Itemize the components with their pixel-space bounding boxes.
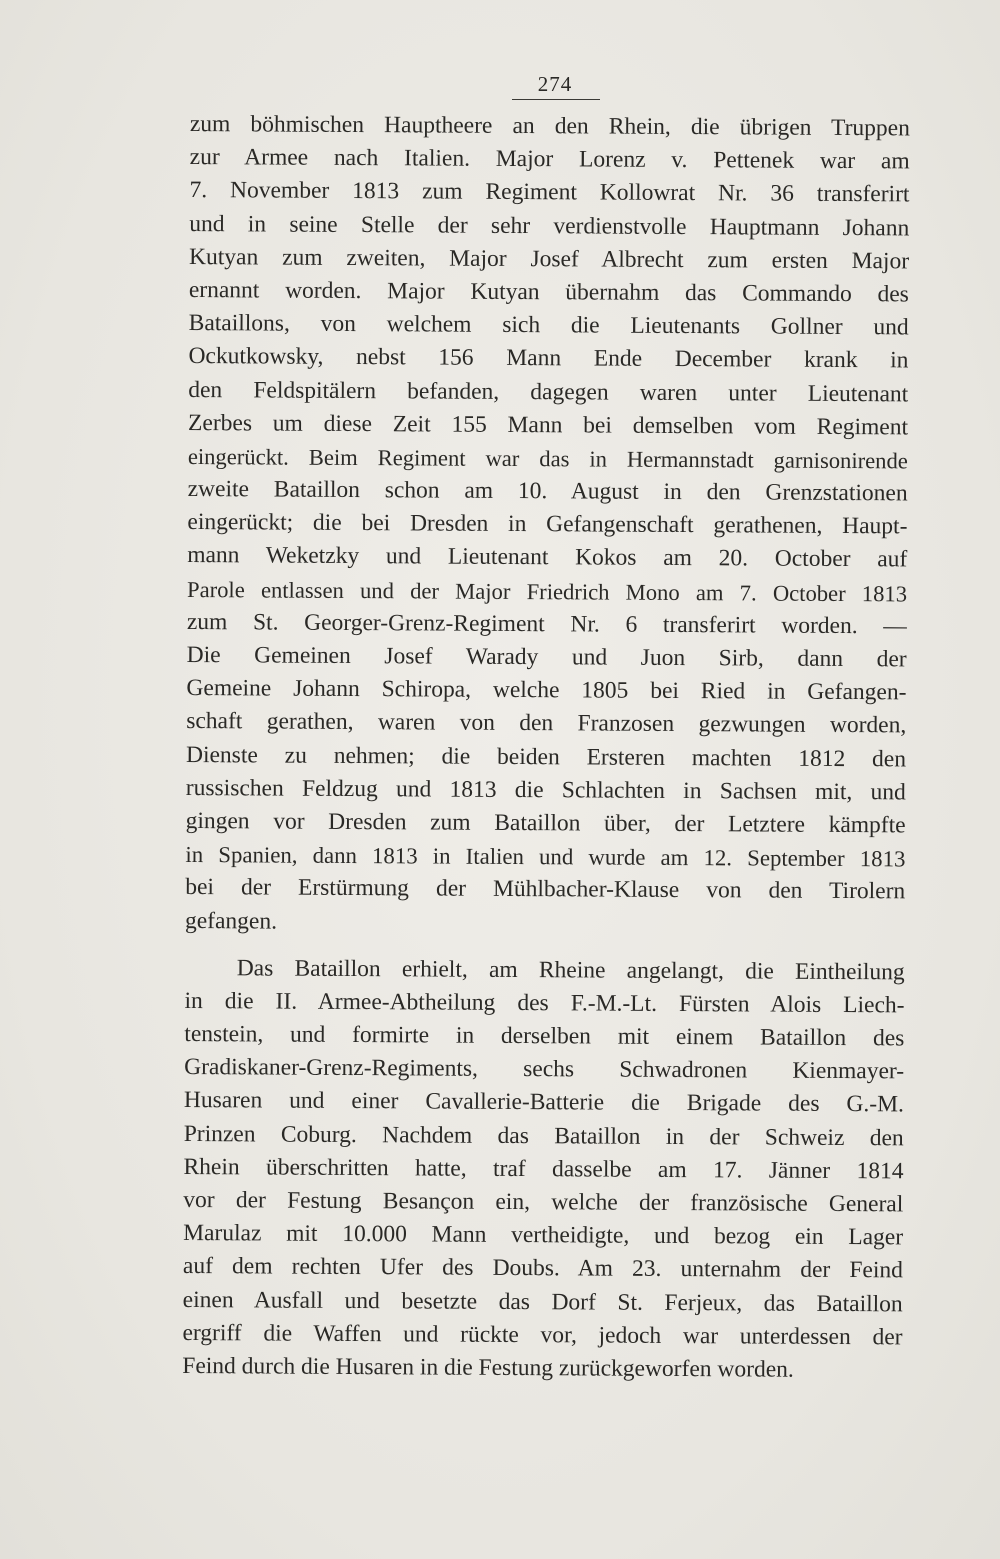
text-line: Marulaz mit 10.000 Mann vertheidigte, und bezog ein Lager xyxy=(183,1220,904,1251)
text-line: und in seine Stelle der sehr verdienstvolle Hauptmann Johann xyxy=(189,210,910,241)
text-line: gingen vor Dresden zum Bataillon über, der Letztere kämpfte xyxy=(185,807,906,839)
text-line: bei der Erstürmung der Mühlbacher-Klause von den Tirolern xyxy=(185,874,906,905)
text-line: vor der Festung Besançon ein, welche der französische General xyxy=(183,1186,904,1218)
text-line: ergriff die Waffen und rückte vor, jedoch war unterdessen der xyxy=(182,1319,903,1351)
text-line: Feind durch die Husaren in die Festung zurückgeworfen worden. xyxy=(182,1352,794,1383)
text-line: Gradiskaner-Grenz-Regiments, sechs Schwadronen Kienmayer- xyxy=(184,1054,905,1085)
text-line: auf dem rechten Ufer des Doubs. Am 23. unternahm der Feind xyxy=(182,1253,903,1284)
text-line: in die II. Armee-Abtheilung des F.-M.-Lt. Fürsten Alois Liech- xyxy=(184,987,905,1019)
text-line: 7. November 1813 zum Regiment Kollowrat Nr. 36 transferirt xyxy=(189,177,910,208)
page-number-rule xyxy=(512,99,600,100)
text-line: Zerbes um diese Zeit 155 Mann bei demselben vom Regiment xyxy=(187,409,909,441)
text-line: Rhein überschritten hatte, traf dasselbe am 17. Jänner 1814 xyxy=(183,1153,904,1185)
paragraph xyxy=(185,108,910,942)
text-line: zweite Bataillon schon am 10. August in den Grenzstationen xyxy=(187,476,908,507)
text-line: eingerückt. Beim Regiment war das in Hermannstadt garnisonirende xyxy=(187,443,908,474)
text-line: ernannt worden. Major Kutyan übernahm das Commando des xyxy=(188,276,909,308)
text-line: Ockutkowsky, nebst 156 Mann Ende December krank in xyxy=(188,343,909,374)
text-line: tenstein, und formirte in derselben mit einem Bataillon des xyxy=(184,1021,905,1052)
text-line: zur Armee nach Italien. Major Lorenz v. Pettenek war am xyxy=(189,144,910,175)
text-line: Kutyan zum zweiten, Major Josef Albrecht zum ersten Major xyxy=(189,243,910,275)
text-line: in Spanien, dann 1813 in Italien und wurde am 12. September 1813 xyxy=(185,842,906,872)
text-line: Bataillons, von welchem sich die Lieutenants Gollner und xyxy=(188,310,909,341)
text-line: gefangen. xyxy=(184,907,278,935)
text-line: Parole entlassen und der Major Friedrich Mono am 7. October 1813 xyxy=(186,576,908,607)
text-line: russischen Feldzug und 1813 die Schlachten in Sachsen mit, und xyxy=(185,774,906,806)
text-line: einen Ausfall und besetzte das Dorf St. Ferjeux, das Bataillon xyxy=(182,1286,903,1317)
text-line: den Feldspitälern befanden, dagegen waren unter Lieutenant xyxy=(188,376,909,407)
text-line: Prinzen Coburg. Nachdem das Bataillon in der Schweiz den xyxy=(183,1120,904,1152)
text-line: Husaren und einer Cavallerie-Batterie die Brigade des G.-M. xyxy=(183,1087,905,1118)
text-line: Dienste zu nehmen; die beiden Ersteren machten 1812 den xyxy=(185,741,907,772)
text-line: schaft gerathen, waren von den Franzosen gezwungen worden, xyxy=(186,708,907,739)
text-line: mann Weketzky und Lieutenant Kokos am 20. October auf xyxy=(187,542,908,573)
text-line: Das Bataillon erhielt, am Rheine angelangt, die Eintheilung xyxy=(236,954,905,986)
text-line: Die Gemeinen Josef Warady und Juon Sirb, dann der xyxy=(186,641,907,673)
body-text xyxy=(182,108,910,1387)
paragraph xyxy=(182,952,905,1388)
text-line: eingerückt; die bei Dresden in Gefangenschaft gerathenen, Haupt- xyxy=(187,509,908,540)
text-line: Gemeine Johann Schiropa, welche 1805 bei Ried in Gefangen- xyxy=(186,675,907,706)
text-line: zum St. Georger-Grenz-Regiment Nr. 6 transferirt worden. — xyxy=(186,608,907,640)
text-line: zum böhmischen Hauptheere an den Rhein, die übrigen Truppen xyxy=(189,110,910,142)
page-number: 274 xyxy=(537,72,573,96)
